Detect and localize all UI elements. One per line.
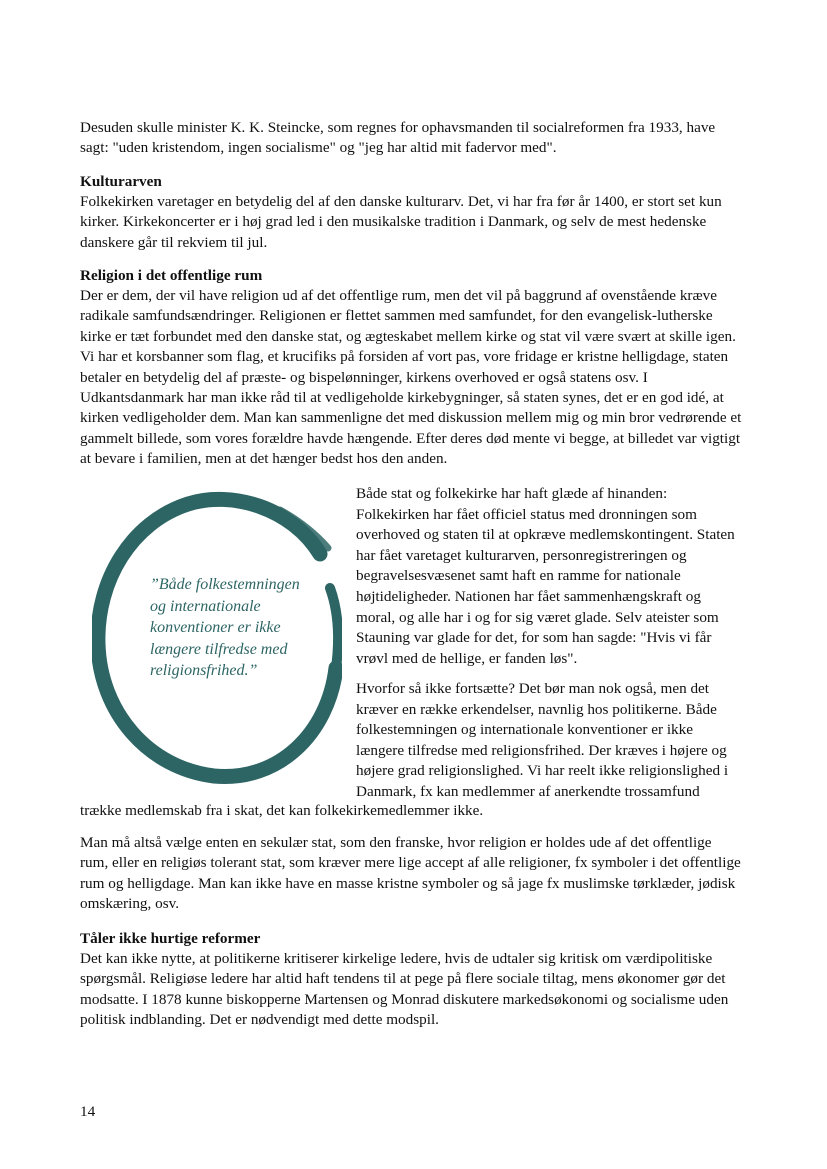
- intro-paragraph: Desuden skulle minister K. K. Steincke, som regnes for ophavsmanden til socialreformen fra 1933, have sagt: "uden kristendom, ingen socialisme" og "jeg har altid mit fadervor med".: [80, 119, 716, 157]
- paragraph-hvorfor-continued: trække medlemskab fra i skat, det kan folkekirkemedlemmer ikke.: [80, 802, 484, 819]
- pull-quote-line: længere tilfredse med: [150, 640, 288, 658]
- heading-reformer: Tåler ikke hurtige reformer: [80, 930, 261, 947]
- pull-quote-line: og internationale: [150, 597, 261, 615]
- paragraph-stat-og-kirke: Både stat og folkekirke har haft glæde af hinanden: Folkekirken har fået officiel status med dronningen som overhoved og staten til at opkræve medlemskontingent. Staten har fået varetaget kulturarven, personregistreringen og begravelsesvæsenet samt haft en ramme for nationale højtideligheder. Nationen har fået sammenhængskraft og moral, og alle har i og for sig været glade. Selv ateister som Stauning var glade for det, for som han sagde: "Hvis vi får vrøvl med de hellige, er fanden løs".: [356, 485, 735, 667]
- paragraph-kulturarven: Folkekirken varetager en betydelig del af den danske kulturarv. Det, vi har fra før år 1400, er stort set kun kirker. Kirkekoncerter er i høj grad led i den musikalske tradition i Danmark, og selv de mest hedenske danskere går til rekviem til jul.: [80, 193, 722, 251]
- heading-kulturarven: Kulturarven: [80, 173, 162, 190]
- pull-quote-line: ”Både folkestemningen: [150, 576, 300, 593]
- pull-quote-text: [150, 574, 330, 682]
- pull-quote-line: religionsfrihed.”: [150, 662, 258, 680]
- paragraph-hvorfor: Hvorfor så ikke fortsætte? Det bør man nok også, men det kræver en række erkendelser, navnlig hos politikerne. Både folkestemningen og internationale konventioner er ikke længere tilfredse med religionsfrihed. Der kræves i højere og højere grad religionslighed. Vi har reelt ikke religionslighed i Danmark, fx kan medlemmer af anerkendte trossamfund: [356, 680, 729, 800]
- paragraph-closing: Man må altså vælge enten en sekulær stat, som den franske, hvor religion er holdes ude af det offentlige rum, eller en religiøs tolerant stat, som kræver mere lige accept af alle religioner, fx symboler i det offentlige rum og helligdage. Man kan ikke have en masse kristne symboler og så jage fx muslimske tørklæder, jødisk omskæring, osv.: [80, 834, 741, 913]
- heading-religion: Religion i det offentlige rum: [80, 267, 263, 284]
- paragraph-reformer: Det kan ikke nytte, at politikerne kritiserer kirkelige ledere, hvis de udtaler sig kritisk om værdipolitiske spørgsmål. Religiøse ledere har altid haft tendens til at pege på flere sociale tiltag, mens økonomer gør det modsatte. I 1878 kunne biskopperne Martensen og Monrad diskutere markedsøkonomi og socialisme uden politisk indblanding. Det er nødvendigt med dette modspil.: [80, 950, 729, 1029]
- pull-quote-line: konventioner er ikke: [150, 619, 281, 637]
- paragraph-religion: Der er dem, der vil have religion ud af det offentlige rum, men det vil på baggrund af ovenstående kræve radikale samfundsændringer. Religionen er flettet sammen med samfundet, for den evangelisk-lutherske kirke er tæt forbundet med den danske stat, og ægteskabet mellem kirke og stat vil være svært at skille igen. Vi har et korsbanner som flag, et krucifiks på forsiden af vort pas, vore fridage er kristne helligdage, staten betaler en betydelig del af præste- og bispelønninger, kirkens overhoved er også statens osv. I Udkantsdanmark har man ikke råd til at vedligeholde kirkebygninger, så staten synes, det er en god idé, at kirken vedligeholder dem. Man kan sammenligne det med diskussion mellem mig og min bror vedrørende et gammelt billede, som vores forældre havde hængende. Efter deres død mente vi begge, at billedet var vigtigt at bevare i familien, men at det hænger bedst hos den anden.: [80, 287, 742, 468]
- pull-quote: [92, 488, 342, 788]
- page-number: 14: [80, 1103, 96, 1120]
